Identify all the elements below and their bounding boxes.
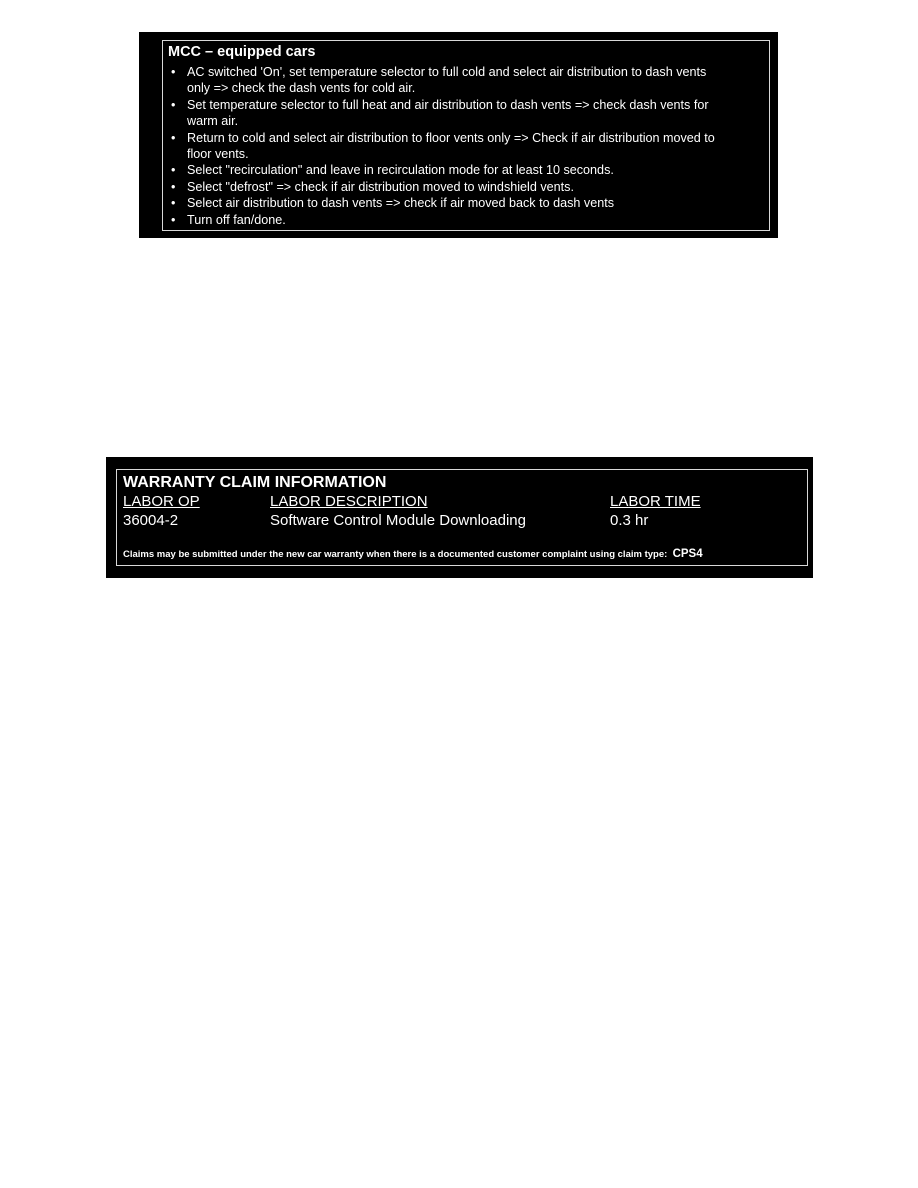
checklist-item <box>163 179 763 195</box>
checklist-item-text: Turn off fan/done. <box>187 212 286 227</box>
bullet-icon: • <box>171 212 176 227</box>
checklist-item <box>163 195 763 211</box>
mcc-checklist <box>163 64 763 228</box>
warranty-claim-panel <box>106 457 813 578</box>
labor-time-value: 0.3 hr <box>610 512 649 529</box>
checklist-item-text: Select air distribution to dash vents => check if air moved back to dash vents <box>187 196 615 211</box>
mcc-title: MCC – equipped cars <box>168 44 316 60</box>
labor-description-header: LABOR DESCRIPTION <box>270 493 428 510</box>
bullet-icon: • <box>171 179 176 194</box>
warranty-claim-border <box>116 469 808 566</box>
bullet-icon: • <box>171 163 176 178</box>
labor-op-value: 36004-2 <box>123 512 179 529</box>
mcc-checklist-border <box>162 40 770 231</box>
claim-type-code: CPS4 <box>672 548 703 560</box>
checklist-item <box>163 130 763 163</box>
checklist-item-text: AC switched 'On', set temperature selector to full cold and select air distribution to dash vents only => check the dash vents for cold air. <box>187 65 707 96</box>
bullet-icon: • <box>171 196 176 211</box>
bullet-icon: • <box>171 65 176 79</box>
warranty-note-text: Claims may be submitted under the new car warranty when there is a documented customer complaint using claim type: <box>123 549 668 560</box>
checklist-item-text: Select "defrost" => check if air distribution moved to windshield vents. <box>187 179 574 194</box>
labor-time-header: LABOR TIME <box>610 493 701 510</box>
checklist-item-text: Return to cold and select air distribution to floor vents only => Check if air distribution moved to floor vents. <box>187 130 715 162</box>
checklist-item <box>163 97 763 130</box>
labor-description-value: Software Control Module Downloading <box>270 512 526 529</box>
labor-op-header: LABOR OP <box>123 493 200 510</box>
checklist-item <box>163 212 763 228</box>
warranty-title: WARRANTY CLAIM INFORMATION <box>123 474 387 491</box>
bullet-icon: • <box>171 130 176 145</box>
mcc-checklist-panel <box>139 32 778 238</box>
checklist-item-text: Select "recirculation" and leave in recirculation mode for at least 10 seconds. <box>187 163 614 178</box>
checklist-item <box>163 64 763 97</box>
checklist-item-text: Set temperature selector to full heat and air distribution to dash vents => check dash vents for warm air. <box>187 97 709 129</box>
warranty-note <box>123 547 703 562</box>
bullet-icon: • <box>171 97 176 112</box>
checklist-item <box>163 162 763 178</box>
